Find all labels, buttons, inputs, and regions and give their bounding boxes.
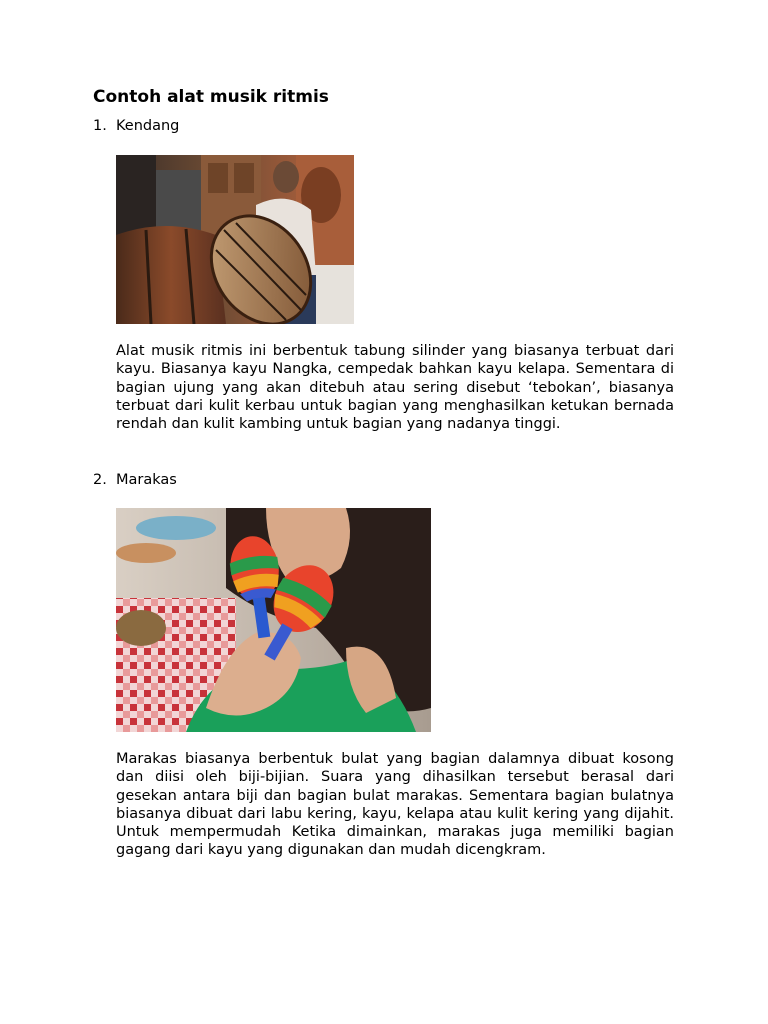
list-item-title: Marakas [116, 472, 177, 488]
marakas-photo [116, 508, 431, 732]
marakas-description: Marakas biasanya berbentuk bulat yang bagian dalamnya dibuat kosong dan diisi oleh biji-bijian. Suara yang dihasilkan tersebut berasal dari gesekan antara biji dan bagian bulat marakas. Sementara bagian bulatnya biasanya dibuat dari labu kering, kayu, kelapa atau kulit kering yang dijahit. Untuk mempermudah Ketika dimainkan, marakas juga memiliki bagian gagang dari kayu yang digunakan dan mudah dicengkram. [116, 751, 674, 859]
page-title: Contoh alat musik ritmis [93, 87, 329, 107]
marakas-image [116, 508, 431, 732]
kendang-image [116, 155, 354, 324]
list-number: 2. [93, 472, 107, 488]
list-item-title: Kendang [116, 118, 180, 134]
list-number: 1. [93, 118, 107, 134]
list-item-kendang [93, 117, 179, 135]
list-item-marakas [93, 471, 177, 489]
kendang-photo [116, 155, 354, 324]
kendang-description: Alat musik ritmis ini berbentuk tabung silinder yang biasanya terbuat dari kayu. Biasanya kayu Nangka, cempedak bahkan kayu kelapa. Sementara di bagian ujung yang akan ditebuh atau sering disebut ‘tebokan’, biasanya terbuat dari kulit kerbau untuk bagian yang menghasilkan ketukan bernada rendah dan kulit kambing untuk bagian yang nadanya tinggi. [116, 343, 674, 433]
